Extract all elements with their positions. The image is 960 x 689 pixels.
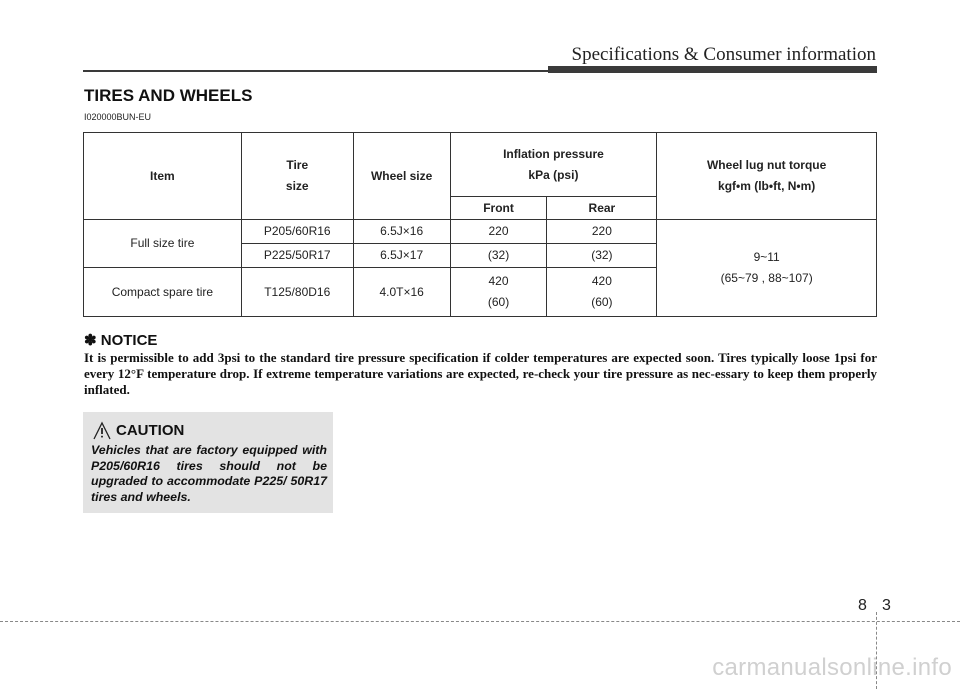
col-header-item: Item xyxy=(84,133,242,220)
inflation-header-line-2: kPa (psi) xyxy=(528,167,579,182)
cell-rear-pressure xyxy=(547,268,657,317)
page-header-title: Specifications & Consumer information xyxy=(571,44,876,65)
rear-pressure-psi: (60) xyxy=(591,295,613,309)
tire-header-line-2: size xyxy=(285,179,309,193)
torque-header-line-1: Wheel lug nut torque xyxy=(706,158,827,172)
cell-wheel-size: 6.5J×16 xyxy=(353,220,450,244)
footer-rule xyxy=(0,621,960,622)
cell-rear-pressure: 220 xyxy=(547,220,657,244)
torque-header-line-2: kgf•m (lb•ft, N•m) xyxy=(718,179,816,193)
table-row xyxy=(84,220,877,244)
col-header-inflation xyxy=(450,133,657,197)
table-header-row xyxy=(84,133,877,197)
col-header-wheel-size: Wheel size xyxy=(353,133,450,220)
tire-spec-table xyxy=(83,132,877,317)
caution-text: Vehicles that are factory equipped with P205/60R16 tires should not be upgraded to accommodate P225/ 50R17 tires and wheels. xyxy=(91,443,327,504)
torque-value-line-2: (65~79 , 88~107) xyxy=(720,271,813,285)
tire-header-line-1: Tire xyxy=(286,158,309,172)
cell-torque-value xyxy=(657,220,877,317)
cell-wheel-size: 4.0T×16 xyxy=(353,268,450,317)
front-pressure-kpa: 420 xyxy=(488,274,509,288)
caution-title: CAUTION xyxy=(116,422,185,439)
rear-pressure-kpa: 420 xyxy=(591,274,612,288)
front-pressure-psi: (60) xyxy=(487,295,510,309)
col-header-rear: Rear xyxy=(547,197,657,220)
header-rule xyxy=(83,70,877,72)
col-header-tire-size xyxy=(241,133,353,220)
notice-body: It is permissible to add 3psi to the standard tire pressure specification if colder temperatures are expected soon. Tires typically loose 1psi for every 12°F temperature drop. If extreme temperature variations are expected, re-check your tire pressure as nec-essary to keep them properly inflated. xyxy=(84,350,877,397)
cell-front-pressure: 220 xyxy=(450,220,547,244)
col-header-front: Front xyxy=(450,197,547,220)
page-number: 3 xyxy=(882,597,891,614)
cell-tire-size: P225/50R17 xyxy=(241,244,353,268)
col-header-torque xyxy=(657,133,877,220)
inflation-header-line-1: Inflation pressure xyxy=(503,146,604,161)
torque-value-line-1: 9~11 xyxy=(753,250,780,264)
cell-tire-size: P205/60R16 xyxy=(241,220,353,244)
section-title: TIRES AND WHEELS xyxy=(84,86,253,105)
page-chapter-number: 8 xyxy=(858,597,867,614)
cell-item-full-size: Full size tire xyxy=(84,220,242,268)
section-code: I020000BUN-EU xyxy=(84,112,152,122)
cell-tire-size: T125/80D16 xyxy=(241,268,353,317)
cell-rear-pressure: (32) xyxy=(547,244,657,268)
cell-wheel-size: 6.5J×17 xyxy=(353,244,450,268)
warning-triangle-icon xyxy=(91,420,113,440)
cell-front-pressure: (32) xyxy=(450,244,547,268)
notice-title: ✽ NOTICE xyxy=(84,332,158,349)
caution-box xyxy=(83,412,333,513)
cell-front-pressure xyxy=(450,268,547,317)
watermark: carmanualsonline.info xyxy=(712,654,952,681)
cell-item-compact-spare: Compact spare tire xyxy=(84,268,242,317)
